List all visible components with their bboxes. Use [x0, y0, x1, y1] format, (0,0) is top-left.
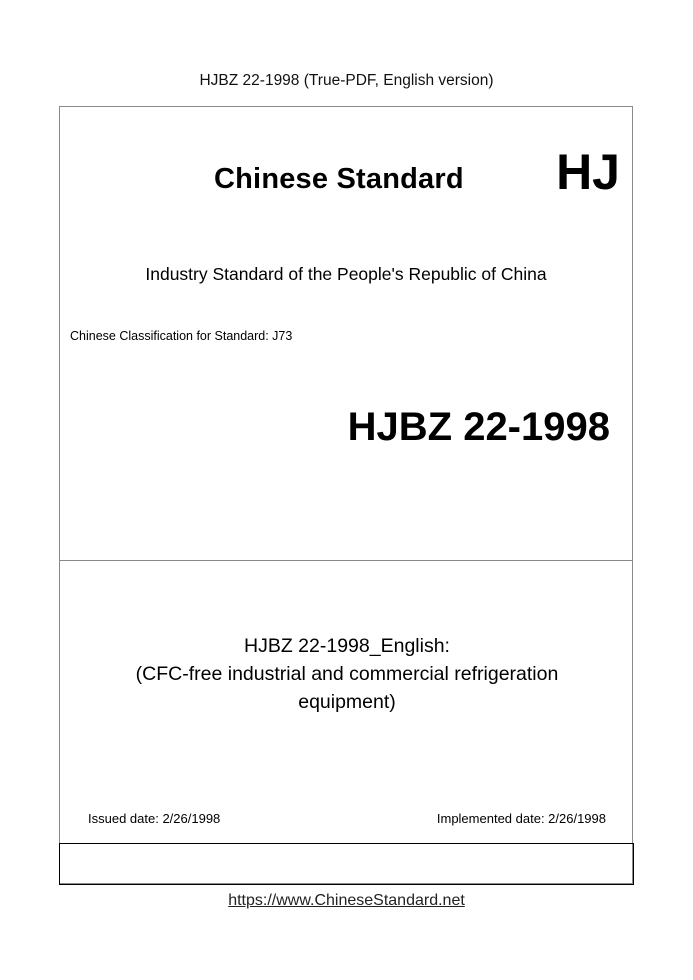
standard-heading: Chinese Standard — [214, 163, 464, 195]
cover-title-section — [60, 561, 632, 843]
document-title-line-1: HJBZ 22-1998_English: — [244, 635, 450, 657]
classification-text: Chinese Classification for Standard: J73 — [70, 329, 293, 343]
standard-badge: HJ — [556, 144, 620, 200]
cover-top-section — [60, 107, 632, 561]
website-link[interactable]: https://www.ChineseStandard.net — [228, 892, 465, 909]
page-header-title: HJBZ 22-1998 (True-PDF, English version) — [199, 72, 494, 89]
standard-code: HJBZ 22-1998 — [347, 405, 610, 449]
document-title — [100, 632, 594, 716]
cover-frame — [59, 106, 633, 884]
document-title-line-3: equipment) — [298, 691, 396, 713]
industry-standard-line: Industry Standard of the People's Republic of China — [145, 264, 547, 284]
issued-date: Issued date: 2/26/1998 — [88, 811, 221, 826]
implemented-date: Implemented date: 2/26/1998 — [436, 811, 606, 826]
cover-bottom-box — [59, 843, 634, 885]
document-title-line-2: (CFC-free industrial and commercial refrigeration — [135, 663, 559, 685]
